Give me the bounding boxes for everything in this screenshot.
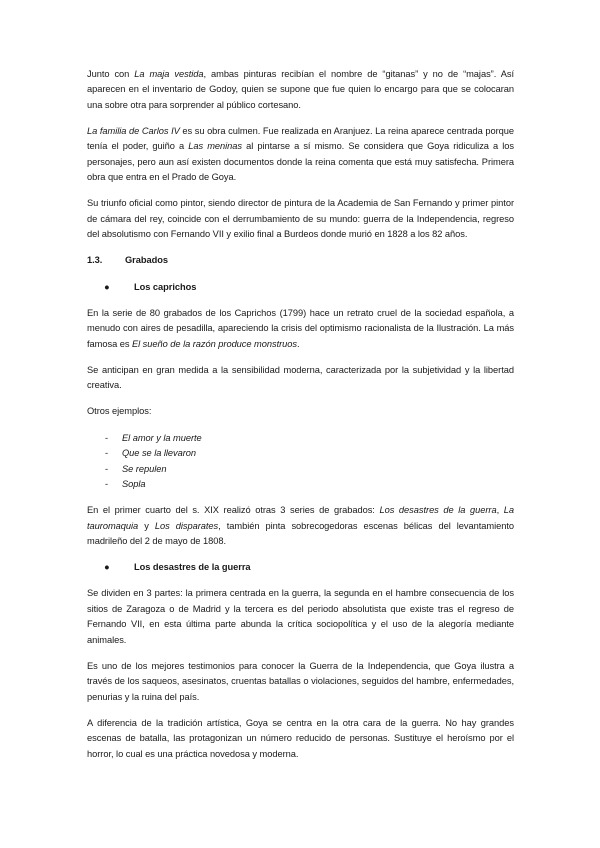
subheading-caprichos <box>87 280 514 295</box>
section-number: 1.3. <box>87 255 103 266</box>
dash-icon <box>87 462 122 477</box>
paragraph-caprichos-sensibilidad: Se anticipan en gran medida a la sensibilidad moderna, caracterizada por la subjetividad y la libertad creativa. <box>87 364 514 391</box>
italic-title: La maja vestida <box>134 69 204 79</box>
subheading-desastres <box>87 560 514 575</box>
paragraph-desastres-partes: Se dividen en 3 partes: la primera centrada en la guerra, la segunda en el hambre consecuencia de los sitios de Zaragoza o de Madrid y la tercera es del periodo absolutista que existe tras el regreso de Fernando VII, en esta última parte abunda la crítica sociopolítica y el uso de la alegoría mediante animales. <box>87 588 514 645</box>
paragraph-caprichos-intro <box>87 306 514 352</box>
text-run: En la serie de 80 grabados de los Caprichos (1799) hace un retrato cruel de la sociedad española, a menudo con aires de pesadilla, apareciendo la crisis del optimismo racionalista de la Ilustración. La más famosa es <box>87 307 514 349</box>
paragraph-desastres-tradicion: A diferencia de la tradición artística, Goya se centra en la otra cara de la guerra. No hay grandes escenas de batalla, las protagonizan un número reducido de personas. Sustituye el heroísmo por el horror, lo cual es una práctica novedosa y moderna. <box>87 717 514 759</box>
text-run: , también pinta sobrecogedoras escenas bélicas del levantamiento madrileño del 2 de mayo de 1808. <box>87 520 514 546</box>
text-run: En el primer cuarto del s. XIX realizó otras 3 series de grabados: <box>87 505 380 516</box>
text-run: , ambas pinturas recibían el nombre de “gitanas” y no de “majas”. Así aparecen en el inventario de Godoy, quien se supone que fue quien lo encargo para que se colocaran una sobre otra para sorprender al público cortesano. <box>87 69 514 110</box>
italic-title: La tauromaquia <box>87 505 514 531</box>
example-title: Se repulen <box>122 463 167 474</box>
example-title: Sopla <box>122 478 146 489</box>
italic-title: El sueño de la razón produce monstruos <box>131 338 298 349</box>
paragraph-desastres-testimonios: Es uno de los mejores testimonios para conocer la Guerra de la Independencia, que Goya ilustra a través de los saqueos, asesinatos, cruentas batallas o violaciones, seguidos del hambre, enfermedades, penurias y la ruina del país. <box>87 660 514 702</box>
paragraph-otras-series <box>87 503 514 549</box>
example-title: Que se la llevaron <box>122 448 197 459</box>
italic-title: Las meninas <box>188 141 242 152</box>
paragraph-triunfo-oficial: Su triunfo oficial como pintor, siendo director de pintura de la Academia de San Fernando y primer pintor de cámara del rey, coincide con el derrumbamiento de su mundo: guerra de la Independencia, regreso del absolutismo con Fernando VII y exilio final a Burdeos donde murió en 1828 a los 82 años. <box>87 198 514 240</box>
dash-icon <box>87 446 122 461</box>
italic-title: Los disparates <box>154 520 219 531</box>
list-item <box>87 446 514 461</box>
example-title: El amor y la muerte <box>122 432 202 443</box>
list-item <box>87 431 514 446</box>
examples-list <box>87 431 514 493</box>
italic-title: La familia de Carlos IV <box>87 126 180 137</box>
paragraph-maja-vestida <box>87 67 514 113</box>
text-run: , <box>496 505 504 516</box>
others-label: Otros ejemplos: <box>87 406 152 417</box>
section-heading <box>87 253 514 268</box>
text-run: es su obra culmen. Fue realizada en Aranjuez. La reina aparece centrada porque tenía el poder, guiño a <box>87 126 514 152</box>
paragraph-familia-carlos <box>87 124 514 186</box>
subheading-title: Los caprichos <box>134 281 197 292</box>
text-run: . <box>297 338 300 349</box>
bullet-icon: ● <box>104 562 110 573</box>
dash-icon <box>87 431 122 446</box>
text-run: al pintarse a sí mismo. Se considera que Goya ridiculiza a los personajes, pero aun así existen documentos donde la reina comenta que está muy satisfecha. Primera obra que entra en el Prado de Goya. <box>87 141 514 183</box>
subheading-title: Los desastres de la guerra <box>134 562 251 573</box>
text-run: Junto con <box>87 69 135 79</box>
list-item <box>87 477 514 492</box>
dash-icon <box>87 477 122 492</box>
bullet-icon: ● <box>104 281 110 292</box>
italic-title: Los desastres de la guerra <box>379 505 497 516</box>
text-run: y <box>138 520 155 531</box>
section-title: Grabados <box>125 255 168 266</box>
list-item <box>87 462 514 477</box>
